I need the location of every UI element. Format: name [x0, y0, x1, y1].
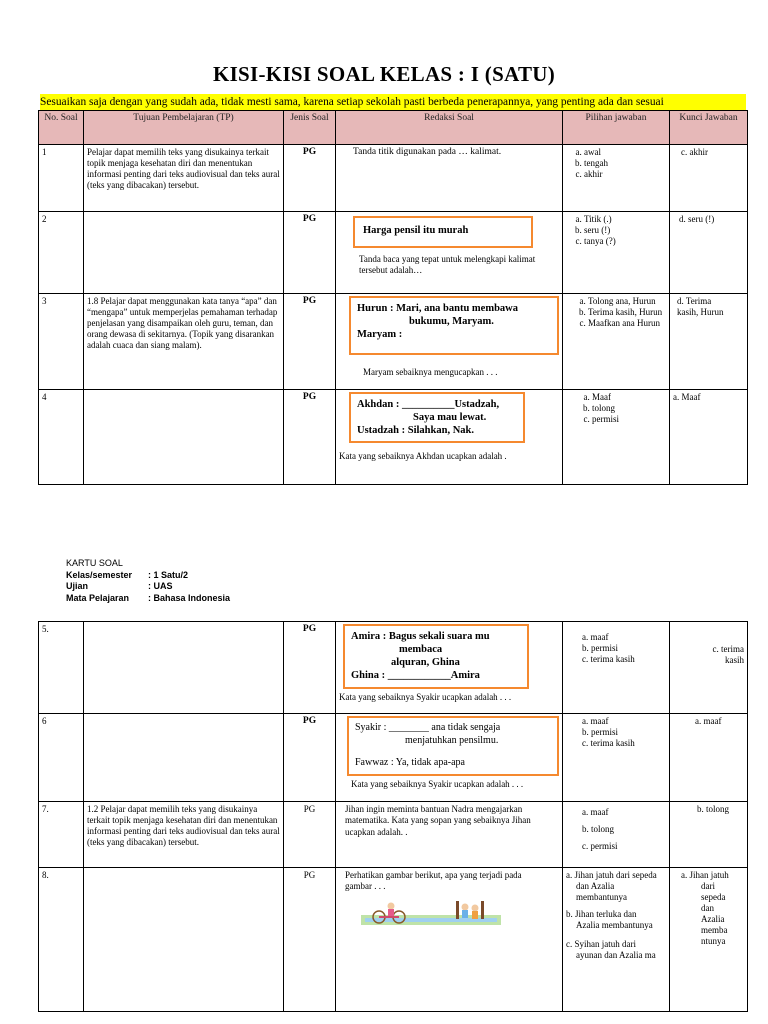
- option-a: a. maaf: [582, 716, 609, 726]
- row-redaksi: [336, 212, 563, 294]
- row-kunci: [670, 714, 748, 802]
- answer-key: d. seru (!): [679, 214, 715, 224]
- kartu-field: [66, 570, 230, 582]
- option-b: b. Jihan terluka dan Azalia membantunya: [566, 908, 653, 930]
- kartu-table: [38, 621, 748, 1012]
- answer-key: a. Jihan jatuh dari sepeda dan Azalia memba ntunya: [681, 870, 729, 946]
- option-a: a. awal: [584, 147, 666, 158]
- header-redaksi: Redaksi Soal: [336, 111, 563, 145]
- row-tujuan: [84, 868, 284, 1012]
- question-text: Maryam sebaiknya mengucapkan . . .: [363, 367, 498, 378]
- kartu-field: [66, 593, 230, 605]
- row-number: 7.: [39, 802, 84, 868]
- row-redaksi: [336, 390, 563, 485]
- row-redaksi: [336, 145, 563, 212]
- option-a: a. maaf: [582, 807, 609, 817]
- row-number: 1: [39, 145, 84, 212]
- dialog-box: [343, 624, 529, 689]
- row-options: [563, 622, 670, 714]
- dialog-line: bukumu, Maryam.: [409, 316, 494, 328]
- option-c: c. tanya (?): [584, 236, 666, 247]
- row-number: 2: [39, 212, 84, 294]
- dialog-box: [349, 392, 525, 443]
- table-row: [39, 868, 748, 1012]
- row-jenis: PG: [284, 294, 336, 390]
- dialog-box: [347, 716, 559, 776]
- row-tujuan: Pelajar dapat memilih teks yang disukainya terkait topik menjaga kesehatan diri dan menentukan informasi penting dari teks audiovisual dan teks aural (teks yang dibacakan) tersebut.: [84, 145, 284, 212]
- dialog-line: alquran, Ghina: [391, 657, 460, 669]
- children-picture: [361, 897, 501, 927]
- illustration-image: [361, 897, 501, 927]
- field-value: : Bahasa Indonesia: [148, 592, 231, 603]
- row-jenis: PG: [284, 622, 336, 714]
- answer-key: c. akhir: [681, 147, 708, 157]
- table-row: [39, 390, 748, 485]
- option-a: a. Jihan jatuh dari sepeda dan Azalia membantunya: [566, 870, 657, 902]
- row-number: 6: [39, 714, 84, 802]
- header-no: No. Soal: [39, 111, 84, 145]
- row-tujuan: [84, 390, 284, 485]
- row-options: [563, 145, 670, 212]
- option-c: c. terima kasih: [582, 653, 635, 664]
- question-text: Kata yang sebaiknya Akhdan ucapkan adalah .: [339, 451, 507, 462]
- option-b: b. tengah: [584, 158, 666, 169]
- field-label: Ujian: [66, 581, 89, 591]
- dialog-line: Maryam :: [357, 329, 403, 341]
- answer-key: d. Terima kasih, Hurun: [677, 296, 724, 317]
- answer-key: a. Maaf: [673, 392, 701, 402]
- dialog-line: Saya mau lewat.: [413, 412, 487, 424]
- row-kunci: [670, 622, 748, 714]
- option-b: b. seru (!): [584, 225, 666, 236]
- row-kunci: [670, 868, 748, 1012]
- page-title: KISI-KISI SOAL KELAS : I (SATU): [212, 62, 556, 86]
- kisi-table: [38, 110, 748, 485]
- option-c: c. Maafkan ana Hurun: [588, 318, 666, 329]
- answer-key: c. terima kasih: [712, 644, 744, 665]
- row-jenis: PG: [284, 714, 336, 802]
- dialog-line: menjatuhkan pensilmu.: [405, 734, 499, 746]
- row-options: [563, 714, 670, 802]
- row-tujuan: 1.2 Pelajar dapat memilih teks yang disukainya terkait topik menjaga kesehatan diri dan menentukan informasi penting dari teks audiovisual dan teks aural (teks yang dibacakan) tersebut.: [84, 802, 284, 868]
- answer-key: a. maaf: [695, 716, 722, 726]
- answer-key: b. tolong: [697, 804, 730, 814]
- row-tujuan: [84, 714, 284, 802]
- option-c: c. akhir: [584, 169, 666, 180]
- option-a: a. Titik (.): [584, 214, 666, 225]
- row-tujuan: [84, 212, 284, 294]
- option-a: a. Tolong ana, Hurun: [588, 296, 666, 307]
- row-number: 5.: [39, 622, 84, 714]
- row-options: [563, 390, 670, 485]
- option-b: b. tolong: [582, 824, 615, 835]
- row-tujuan: [84, 622, 284, 714]
- dialog-line: Hurun : Mari, ana bantu membawa: [357, 303, 519, 314]
- row-number: 8.: [39, 868, 84, 1012]
- header-kunci: Kunci Jawaban: [670, 111, 748, 145]
- row-options: [563, 294, 670, 390]
- table-row: [39, 145, 748, 212]
- row-jenis: PG: [284, 145, 336, 212]
- row-tujuan: 1.8 Pelajar dapat menggunakan kata tanya “apa” dan “mengapa” untuk memperjelas pemahaman terhadap penjelasan yang disampaikan oleh guru, teman, dan orang dewasa di sekitarnya. (Topik yang disarankan adalah cuaca dan siang malam).: [84, 294, 284, 390]
- row-jenis: PG: [284, 802, 336, 868]
- question-text: Jihan ingin meminta bantuan Nadra mengajarkan matematika. Kata yang sopan yang sebaiknya Jihan ucapkan adalah. .: [345, 804, 531, 837]
- option-list: [566, 716, 666, 749]
- dialog-box: [349, 296, 559, 355]
- option-c: c. permisi: [592, 414, 666, 425]
- option-c: c. terima kasih: [582, 737, 635, 748]
- kartu-heading: KARTU SOAL: [66, 558, 123, 568]
- option-c: c. permisi: [582, 841, 618, 852]
- row-jenis: PG: [284, 212, 336, 294]
- row-number: 4: [39, 390, 84, 485]
- question-text: Perhatikan gambar berikut, apa yang terjadi pada gambar . . .: [345, 870, 522, 892]
- row-kunci: [670, 145, 748, 212]
- highlight-note: Sesuaikan saja dengan yang sudah ada, tidak mesti sama, karena setiap sekolah pasti berbeda penerapannya, yang penting ada dan sesuai: [40, 94, 746, 110]
- table-header-row: [39, 111, 748, 145]
- option-b: b. permisi: [582, 642, 618, 653]
- question-text: Tanda baca yang tepat untuk melengkapi kalimat tersebut adalah…: [359, 254, 536, 276]
- kartu-field: [66, 581, 230, 593]
- dialog-line: Syakir : ________ ana tidak sengaja: [355, 722, 501, 733]
- option-b: b. permisi: [582, 726, 618, 737]
- option-c: c. Syihan jatuh dari ayunan dan Azalia ma: [566, 938, 656, 960]
- option-b: b. Terima kasih, Hurun: [588, 307, 666, 318]
- row-jenis: PG: [284, 390, 336, 485]
- row-redaksi: [336, 714, 563, 802]
- table-row: [39, 714, 748, 802]
- kartu-soal-info: [66, 558, 230, 604]
- option-a: a. maaf: [582, 632, 609, 642]
- row-redaksi: [336, 622, 563, 714]
- row-kunci: [670, 390, 748, 485]
- row-redaksi: [336, 294, 563, 390]
- row-kunci: [670, 212, 748, 294]
- dialog-line: Akhdan : __________Ustadzah,: [357, 399, 500, 410]
- field-value: : UAS: [148, 581, 173, 591]
- table-row: [39, 802, 748, 868]
- row-number: 3: [39, 294, 84, 390]
- field-label: Mata Pelajaran: [66, 592, 130, 603]
- dialog-line: membaca: [399, 644, 443, 656]
- option-list: [566, 804, 666, 855]
- question-text: Tanda titik digunakan pada … kalimat.: [353, 147, 502, 157]
- row-redaksi: [336, 868, 563, 1012]
- option-list: [566, 870, 666, 961]
- dialog-line: Ustadzah : Silahkan, Nak.: [357, 425, 474, 437]
- dialog-line: Ghina : ____________Amira: [351, 670, 480, 682]
- header-jenis: Jenis Soal: [284, 111, 336, 145]
- header-pilihan: Pilihan jawaban: [563, 111, 670, 145]
- row-redaksi: [336, 802, 563, 868]
- header-tujuan: Tujuan Pembelajaran (TP): [84, 111, 284, 145]
- option-list: [566, 624, 666, 665]
- row-kunci: [670, 294, 748, 390]
- question-text: Kata yang sebaiknya Syakir ucapkan adalah . . .: [339, 691, 512, 702]
- sentence-box: Harga pensil itu murah: [353, 216, 533, 248]
- row-options: [563, 802, 670, 868]
- dialog-line: Amira : Bagus sekali suara mu: [351, 631, 490, 642]
- question-text: Kata yang sebaiknya Syakir ucapkan adalah . . .: [351, 778, 524, 789]
- dialog-line: Fawwaz : Ya, tidak apa-apa: [355, 757, 465, 768]
- option-a: a. Maaf: [592, 392, 666, 403]
- row-kunci: [670, 802, 748, 868]
- field-label: Kelas/semester: [66, 569, 133, 580]
- table-row: [39, 212, 748, 294]
- row-options: [563, 212, 670, 294]
- option-b: b. tolong: [592, 403, 666, 414]
- table-row: [39, 622, 748, 714]
- field-value: : 1 Satu/2: [148, 569, 189, 580]
- row-options: [563, 868, 670, 1012]
- row-jenis: PG: [284, 868, 336, 1012]
- table-row: [39, 294, 748, 390]
